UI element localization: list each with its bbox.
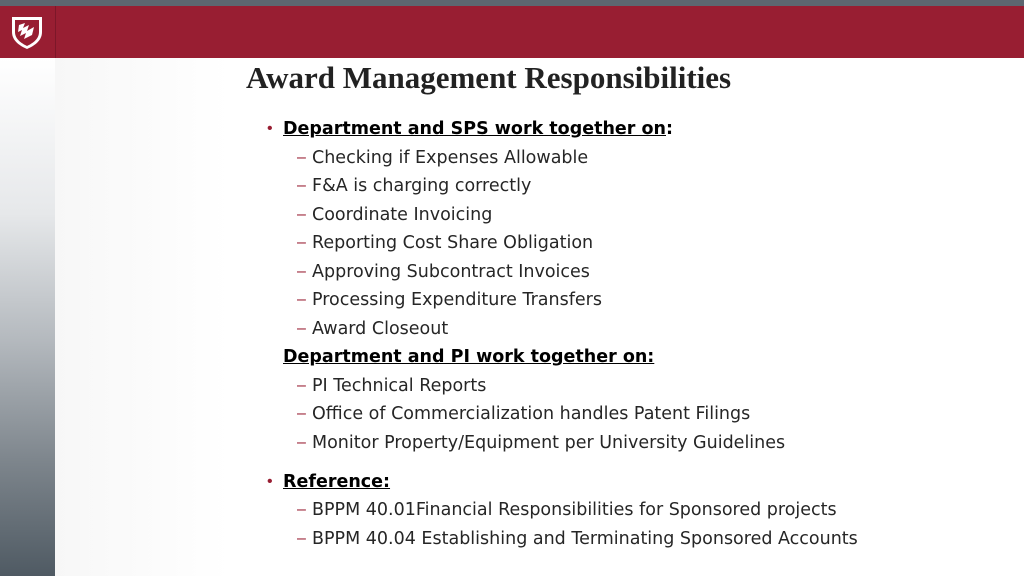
dash-icon: – bbox=[297, 177, 306, 194]
dash-icon: – bbox=[297, 320, 306, 337]
section1-heading: Department and SPS work together on bbox=[283, 119, 666, 139]
section-heading bbox=[283, 117, 673, 141]
dash-icon: – bbox=[297, 501, 306, 518]
list-item: Checking if Expenses Allowable bbox=[312, 148, 589, 168]
dash-icon: – bbox=[297, 434, 306, 451]
section-heading bbox=[283, 470, 390, 494]
list-item: Award Closeout bbox=[312, 319, 449, 339]
header-band bbox=[0, 6, 1024, 58]
dash-icon: – bbox=[297, 149, 306, 166]
dash-icon: – bbox=[297, 530, 306, 547]
bullet-icon: • bbox=[267, 473, 273, 490]
list-item: Reporting Cost Share Obligation bbox=[312, 233, 594, 253]
dash-icon: – bbox=[297, 405, 306, 422]
list-item: Coordinate Invoicing bbox=[312, 205, 493, 225]
list-item: BPPM 40.01Financial Responsibilities for Sponsored projects bbox=[312, 500, 837, 520]
left-gradient-bar bbox=[0, 58, 55, 576]
section2-heading: Department and PI work together on: bbox=[283, 347, 655, 367]
page-title: Award Management Responsibilities bbox=[246, 60, 732, 95]
dash-icon: – bbox=[297, 377, 306, 394]
cougar-shield-icon bbox=[10, 14, 44, 50]
dash-icon: – bbox=[297, 263, 306, 280]
dash-icon: – bbox=[297, 234, 306, 251]
list-item: Processing Expenditure Transfers bbox=[312, 290, 602, 310]
dash-icon: – bbox=[297, 206, 306, 223]
bullet-icon: • bbox=[267, 120, 273, 137]
section-heading bbox=[283, 345, 654, 369]
list-item: Approving Subcontract Invoices bbox=[312, 262, 590, 282]
logo bbox=[0, 6, 56, 58]
section3-heading: Reference: bbox=[283, 472, 391, 492]
list-item: Office of Commercialization handles Patent Filings bbox=[312, 404, 751, 424]
dash-icon: – bbox=[297, 291, 306, 308]
section1-colon: : bbox=[666, 119, 673, 139]
list-item: BPPM 40.04 Establishing and Terminating Sponsored Accounts bbox=[312, 529, 858, 549]
list-item: F&A is charging correctly bbox=[312, 176, 532, 196]
list-item: Monitor Property/Equipment per University Guidelines bbox=[312, 433, 786, 453]
list-item: PI Technical Reports bbox=[312, 376, 487, 396]
